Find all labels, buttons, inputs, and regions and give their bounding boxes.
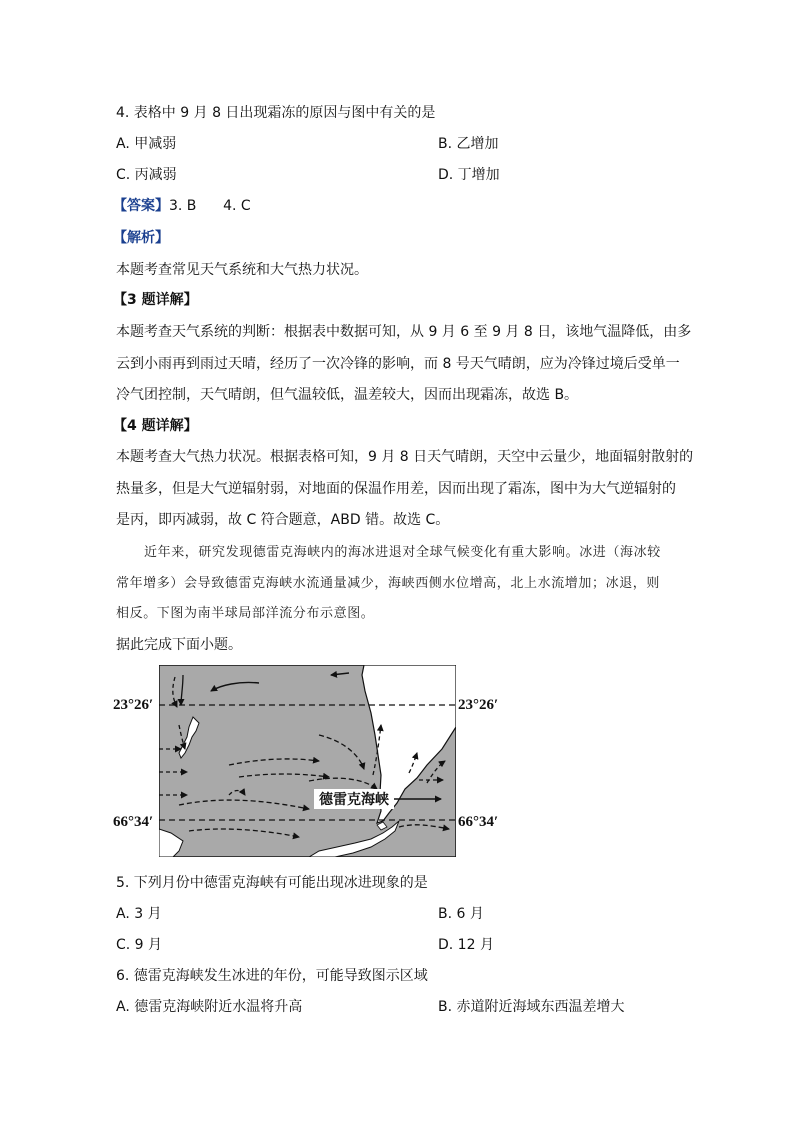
q6-option-a: A. 德雷克海峡附近水温将升高 (116, 999, 303, 1015)
lat-label-south-right: 66°34′ (458, 814, 499, 830)
q5-option-c: C. 9 月 (116, 937, 163, 953)
q4-stem: 4. 表格中 9 月 8 日出现霜冻的原因与图中有关的是 (116, 105, 436, 121)
analysis-intro: 本题考查常见天气系统和大气热力状况。 (116, 262, 368, 278)
q6-stem: 6. 德雷克海峡发生冰进的年份，可能导致图示区域 (116, 968, 428, 984)
q4-option-b: B. 乙增加 (438, 136, 499, 152)
q5-option-b: B. 6 月 (438, 906, 484, 922)
q3-detail-line-2: 云到小雨再到雨过天晴，经历了一次冷锋的影响，而 8 号天气晴朗，应为冷锋过境后受单一 (116, 356, 680, 372)
q3-detail-line-3: 冷气团控制，天气晴朗，但气温较低，温差较大，因而出现霜冻，故选 B。 (116, 387, 579, 403)
strait-label: 德雷克海峡 (319, 792, 389, 808)
q4-option-a: A. 甲减弱 (116, 136, 177, 152)
answer-text: 3. B 4. C (169, 198, 251, 214)
material-line-1: 近年来，研究发现德雷克海峡内的海冰进退对全球气候变化有重大影响。冰进（海冰较 (144, 545, 661, 560)
analysis-tag: 【解析】 (113, 230, 169, 246)
q5-stem: 5. 下列月份中德雷克海峡有可能出现冰进现象的是 (116, 875, 428, 891)
material-line-2: 常年增多）会导致德雷克海峡水流通量减少，海峡西侧水位增高，北上水流增加；冰退，则 (116, 576, 661, 591)
q4-detail-tag: 【4 题详解】 (113, 418, 198, 434)
q5-option-a: A. 3 月 (116, 906, 162, 922)
ocean-current-map (159, 665, 456, 857)
material-prompt: 据此完成下面小题。 (116, 637, 242, 653)
lat-label-south-left: 66°34′ (113, 814, 154, 830)
q3-detail-tag: 【3 题详解】 (113, 292, 198, 308)
q3-detail-line-1: 本题考查天气系统的判断：根据表中数据可知，从 9 月 6 至 9 月 8 日，该地气温降低，由多 (116, 324, 692, 340)
material-line-3: 相反。下图为南半球局部洋流分布示意图。 (116, 606, 375, 621)
q4-option-c: C. 丙减弱 (116, 167, 177, 183)
q4-detail-line-3: 是丙，即丙减弱，故 C 符合题意，ABD 错。故选 C。 (116, 512, 450, 528)
lat-label-north-right: 23°26′ (458, 697, 499, 713)
lat-label-north-left: 23°26′ (113, 697, 154, 713)
q4-detail-line-1: 本题考查大气热力状况。根据表格可知，9 月 8 日天气晴朗，天空中云量少，地面辐射散射的 (116, 449, 694, 465)
q4-option-d: D. 丁增加 (438, 167, 500, 183)
q6-option-b: B. 赤道附近海域东西温差增大 (438, 999, 625, 1015)
q5-option-d: D. 12 月 (438, 937, 494, 953)
q4-detail-line-2: 热量多，但是大气逆辐射弱，对地面的保温作用差，因而出现了霜冻，图中为大气逆辐射的 (116, 481, 676, 497)
answer-tag: 【答案】 (113, 198, 169, 214)
answer-line (113, 197, 251, 215)
